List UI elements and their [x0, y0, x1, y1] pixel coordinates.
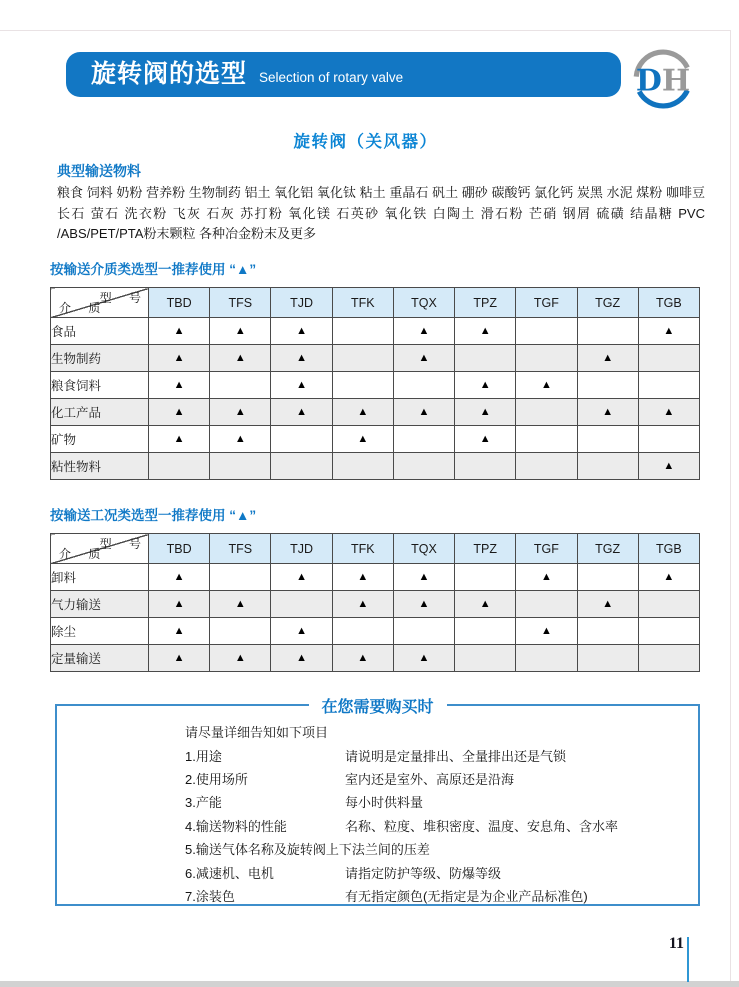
model-column-header: TGF	[516, 288, 577, 318]
recommend-mark-cell: ▲	[577, 345, 638, 372]
purchase-item-label: 6.减速机、电机	[185, 865, 274, 881]
recommend-mark-cell: ▲	[332, 591, 393, 618]
page-title: 旋转阀（关风器）	[293, 133, 438, 151]
empty-cell	[638, 645, 699, 672]
recommend-mark-cell: ▲	[393, 345, 454, 372]
model-column-header: TFS	[210, 288, 271, 318]
purchase-item-desc: 请指定防护等级、防爆等级	[345, 865, 502, 881]
condition-selection-table	[50, 533, 700, 672]
table-row	[51, 591, 700, 618]
recommend-mark-cell: ▲	[393, 318, 454, 345]
table-row	[51, 453, 700, 480]
recommend-mark-cell: ▲	[638, 453, 699, 480]
purchase-item-row	[185, 814, 688, 837]
recommend-mark-cell: ▲	[516, 564, 577, 591]
recommend-mark-cell: ▲	[455, 399, 516, 426]
recommend-mark-cell: ▲	[210, 399, 271, 426]
empty-cell	[210, 618, 271, 645]
medium-table-heading: 按输送介质类选型一推荐使用 “▲”	[50, 262, 257, 277]
model-column-header: TQX	[393, 534, 454, 564]
recommend-mark-cell: ▲	[516, 372, 577, 399]
recommend-mark-cell: ▲	[271, 399, 332, 426]
empty-cell	[577, 372, 638, 399]
recommend-mark-cell: ▲	[638, 564, 699, 591]
model-column-header: TFK	[332, 288, 393, 318]
empty-cell	[210, 564, 271, 591]
corner-header	[51, 534, 149, 564]
model-column-header: TPZ	[455, 534, 516, 564]
empty-cell	[332, 372, 393, 399]
recommend-mark-cell: ▲	[393, 645, 454, 672]
row-label: 生物制药	[51, 345, 149, 372]
table-row	[51, 645, 700, 672]
page-edge-top	[0, 30, 731, 31]
model-column-header: TGZ	[577, 288, 638, 318]
empty-cell	[638, 426, 699, 453]
purchase-item-row	[185, 837, 688, 860]
model-column-header: TJD	[271, 534, 332, 564]
medium-selection-table	[50, 287, 700, 480]
recommend-mark-cell: ▲	[271, 618, 332, 645]
empty-cell	[516, 345, 577, 372]
row-label: 粘性物料	[51, 453, 149, 480]
table-row	[51, 399, 700, 426]
recommend-mark-cell: ▲	[455, 591, 516, 618]
empty-cell	[577, 453, 638, 480]
empty-cell	[577, 645, 638, 672]
recommend-mark-cell: ▲	[455, 318, 516, 345]
row-label: 气力输送	[51, 591, 149, 618]
recommend-mark-cell: ▲	[393, 399, 454, 426]
model-column-header: TBD	[149, 534, 210, 564]
empty-cell	[332, 618, 393, 645]
recommend-mark-cell: ▲	[149, 399, 210, 426]
empty-cell	[332, 345, 393, 372]
recommend-mark-cell: ▲	[271, 318, 332, 345]
page-edge-right	[730, 30, 731, 981]
recommend-mark-cell: ▲	[271, 372, 332, 399]
recommend-mark-cell: ▲	[149, 345, 210, 372]
recommend-mark-cell: ▲	[271, 564, 332, 591]
empty-cell	[271, 591, 332, 618]
empty-cell	[516, 399, 577, 426]
empty-cell	[638, 345, 699, 372]
table-row	[51, 345, 700, 372]
empty-cell	[577, 618, 638, 645]
recommend-mark-cell: ▲	[455, 372, 516, 399]
corner-header	[51, 288, 149, 318]
recommend-mark-cell: ▲	[638, 399, 699, 426]
empty-cell	[577, 318, 638, 345]
empty-cell	[577, 426, 638, 453]
recommend-mark-cell: ▲	[455, 426, 516, 453]
model-column-header: TQX	[393, 288, 454, 318]
purchase-item-label: 1.用途	[185, 748, 222, 764]
recommend-mark-cell: ▲	[577, 591, 638, 618]
recommend-mark-cell: ▲	[210, 591, 271, 618]
table-row	[51, 618, 700, 645]
recommend-mark-cell: ▲	[332, 399, 393, 426]
recommend-mark-cell: ▲	[332, 645, 393, 672]
model-column-header: TPZ	[455, 288, 516, 318]
recommend-mark-cell: ▲	[393, 564, 454, 591]
row-label: 化工产品	[51, 399, 149, 426]
purchase-item-desc: 有无指定颜色(无指定是为企业产品标准色)	[345, 888, 588, 904]
purchase-item-label: 2.使用场所	[185, 771, 248, 787]
condition-table-heading: 按输送工况类选型一推荐使用 “▲”	[50, 508, 257, 523]
empty-cell	[638, 591, 699, 618]
empty-cell	[393, 372, 454, 399]
purchase-info-box	[55, 699, 700, 906]
empty-cell	[271, 426, 332, 453]
row-label: 食品	[51, 318, 149, 345]
purchase-item-desc: 每小时供料量	[345, 795, 424, 811]
empty-cell	[516, 645, 577, 672]
model-column-header: TGF	[516, 534, 577, 564]
banner-title-zh: 旋转阀的选型	[91, 60, 248, 88]
empty-cell	[577, 564, 638, 591]
purchase-item-row	[185, 884, 688, 907]
purchase-item-desc: 名称、粒度、堆积密度、温度、安息角、含水率	[345, 818, 619, 834]
row-label: 矿物	[51, 426, 149, 453]
empty-cell	[393, 453, 454, 480]
banner-title-en: Selection of rotary valve	[259, 70, 404, 85]
corner-label-model: 型 号	[99, 537, 148, 551]
model-column-header: TGB	[638, 534, 699, 564]
recommend-mark-cell: ▲	[149, 618, 210, 645]
recommend-mark-cell: ▲	[332, 426, 393, 453]
model-column-header: TFS	[210, 534, 271, 564]
empty-cell	[393, 618, 454, 645]
recommend-mark-cell: ▲	[638, 318, 699, 345]
page-number-rule	[687, 937, 689, 982]
recommend-mark-cell: ▲	[210, 426, 271, 453]
purchase-item-label: 7.涂装色	[185, 888, 235, 904]
recommend-mark-cell: ▲	[271, 345, 332, 372]
recommend-mark-cell: ▲	[210, 645, 271, 672]
header-banner	[66, 52, 621, 97]
table-row	[51, 318, 700, 345]
recommend-mark-cell: ▲	[210, 318, 271, 345]
model-column-header: TGZ	[577, 534, 638, 564]
corner-label-model: 型 号	[99, 291, 148, 305]
row-label: 粮食饲料	[51, 372, 149, 399]
empty-cell	[455, 564, 516, 591]
purchase-item-row	[185, 860, 688, 883]
recommend-mark-cell: ▲	[332, 564, 393, 591]
empty-cell	[516, 318, 577, 345]
empty-cell	[332, 318, 393, 345]
empty-cell	[210, 372, 271, 399]
empty-cell	[455, 345, 516, 372]
empty-cell	[149, 453, 210, 480]
recommend-mark-cell: ▲	[149, 645, 210, 672]
row-label: 除尘	[51, 618, 149, 645]
recommend-mark-cell: ▲	[577, 399, 638, 426]
recommend-mark-cell: ▲	[149, 591, 210, 618]
recommend-mark-cell: ▲	[210, 345, 271, 372]
purchase-item-row	[185, 767, 688, 790]
materials-paragraph: 粮食 饲料 奶粉 营养粉 生物制药 铝土 氧化铝 氧化钛 粘土 重晶石 矾土 硼砂 碳酸钙 氯化钙 炭黑 水泥 煤粉 咖啡豆 长石 萤石 洗衣粉 飞灰 石灰 苏打粉 氧化镁 石英砂 氧化铁 白陶土 滑石粉 芒硝 钢屑 硫磺 结晶糖 PVC /ABS/PET/PTA粉末颗粒 各种冶金粉末及更多	[57, 185, 705, 241]
table-row	[51, 564, 700, 591]
purchase-item-row	[185, 743, 688, 766]
model-column-header: TGB	[638, 288, 699, 318]
purchase-item-label: 3.产能	[185, 795, 222, 811]
logo-letters: DH	[635, 63, 691, 99]
table-row	[51, 372, 700, 399]
recommend-mark-cell: ▲	[149, 318, 210, 345]
recommend-mark-cell: ▲	[516, 618, 577, 645]
purchase-item-label: 4.输送物料的性能	[185, 818, 287, 834]
model-column-header: TBD	[149, 288, 210, 318]
model-column-header: TFK	[332, 534, 393, 564]
recommend-mark-cell: ▲	[149, 372, 210, 399]
empty-cell	[332, 453, 393, 480]
empty-cell	[271, 453, 332, 480]
model-column-header: TJD	[271, 288, 332, 318]
corner-label-medium: 介 质	[59, 301, 108, 315]
page-bottom-shadow	[0, 981, 739, 987]
row-label: 定量输送	[51, 645, 149, 672]
purchase-intro: 请尽量详细告知如下项目	[185, 725, 329, 741]
recommend-mark-cell: ▲	[393, 591, 454, 618]
empty-cell	[638, 372, 699, 399]
corner-label-medium: 介 质	[59, 547, 108, 561]
empty-cell	[516, 591, 577, 618]
empty-cell	[393, 426, 454, 453]
recommend-mark-cell: ▲	[271, 645, 332, 672]
empty-cell	[455, 453, 516, 480]
empty-cell	[455, 645, 516, 672]
purchase-box-content	[57, 706, 698, 907]
row-label: 卸料	[51, 564, 149, 591]
page-number: 11	[668, 935, 684, 952]
recommend-mark-cell: ▲	[149, 426, 210, 453]
purchase-intro-row	[185, 720, 688, 743]
dh-logo	[632, 48, 694, 110]
purchase-item-row	[185, 790, 688, 813]
empty-cell	[638, 618, 699, 645]
table-row	[51, 426, 700, 453]
purchase-item-desc: 请说明是定量排出、全量排出还是气锁	[345, 748, 567, 764]
recommend-mark-cell: ▲	[149, 564, 210, 591]
purchase-box-title: 在您需要购买时	[308, 694, 446, 717]
purchase-item-label: 5.输送气体名称及旋转阀上下法兰间的压差	[185, 842, 430, 858]
empty-cell	[455, 618, 516, 645]
empty-cell	[516, 426, 577, 453]
purchase-item-desc: 室内还是室外、高原还是沿海	[345, 771, 515, 787]
empty-cell	[516, 453, 577, 480]
empty-cell	[210, 453, 271, 480]
materials-heading: 典型输送物料	[57, 163, 141, 179]
